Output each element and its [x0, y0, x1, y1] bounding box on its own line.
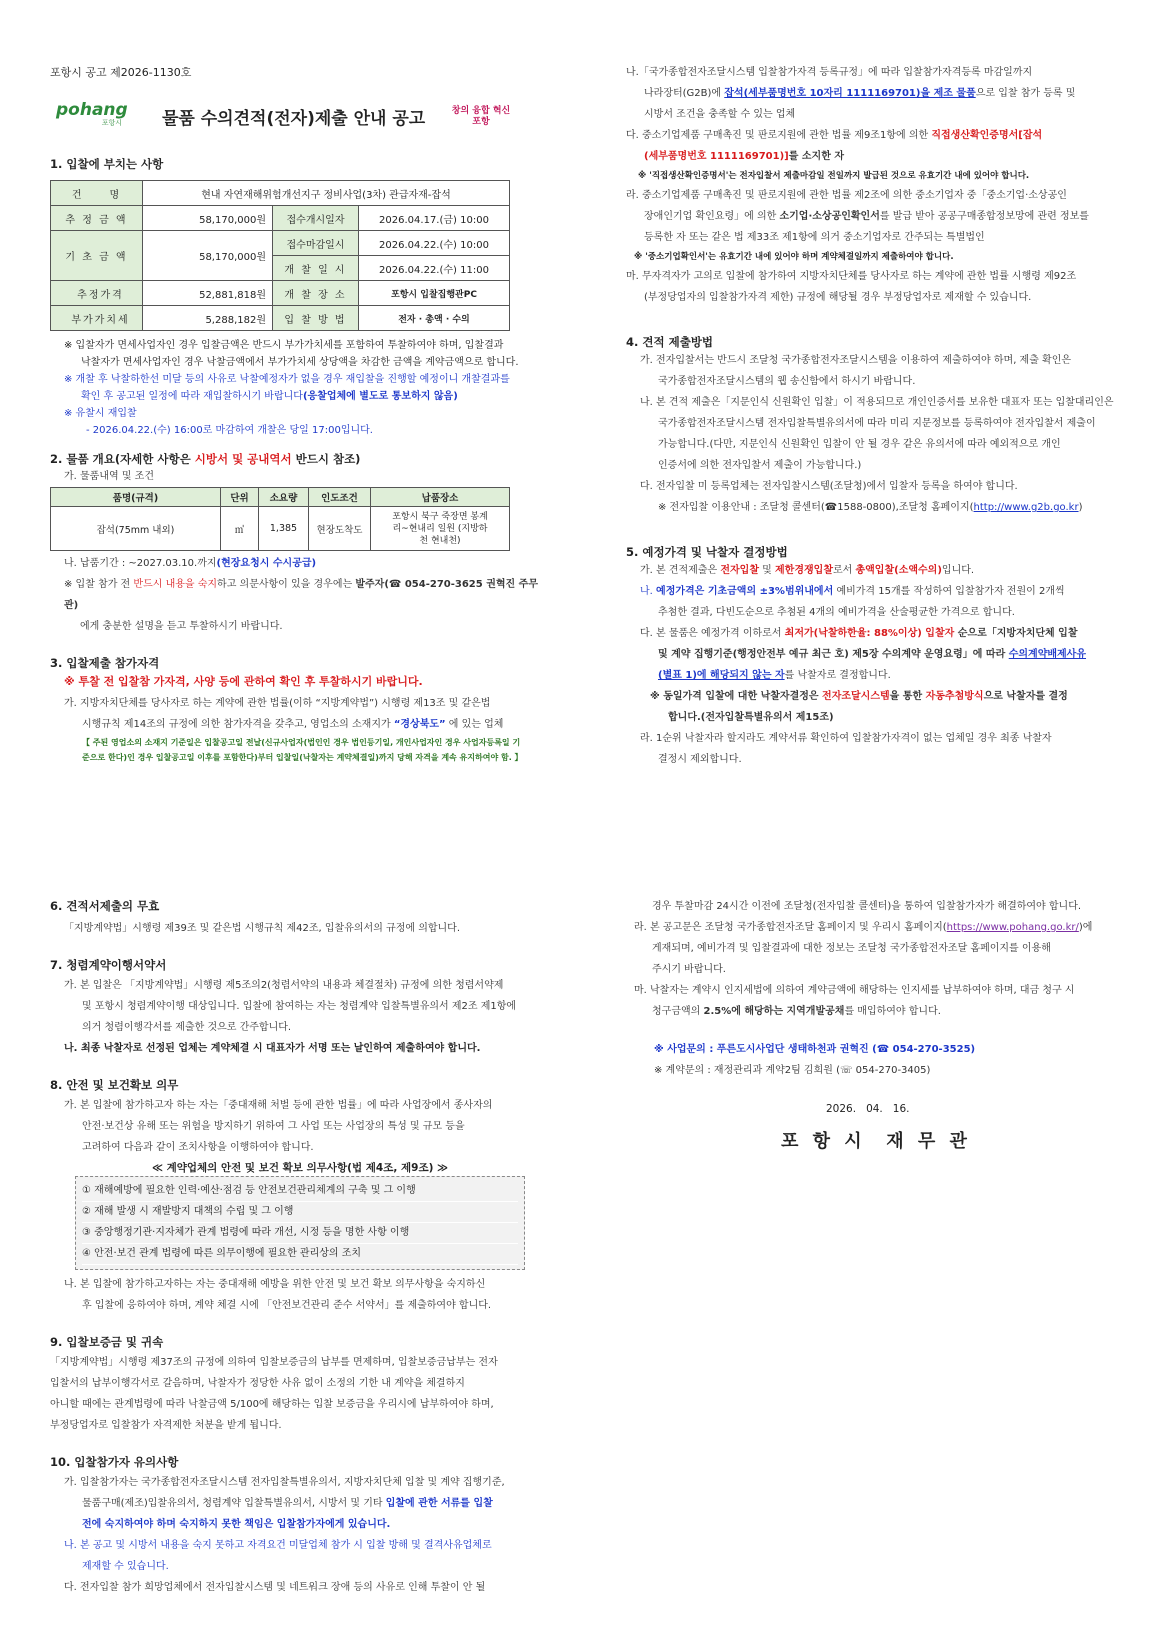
signer: 포 항 시 재 무 관 [781, 1131, 971, 1152]
safety-item-2: ② 재해 발생 시 재발방지 대책의 수립 및 그 이행 [82, 1202, 518, 1223]
direct-production-cert: 직접생산확인증명서[잡석 [931, 130, 1043, 141]
th-place: 납품장소 [371, 488, 510, 507]
section-5-title: 5. 예정가격 및 낙찰자 결정방법 [626, 545, 788, 559]
value-vat: 5,288,182원 [143, 306, 273, 331]
value-est: 58,170,000원 [143, 206, 273, 231]
section-2-sub: 가. 물품내역 및 조건 [64, 471, 154, 482]
td-place: 포항시 북구 죽장면 봉계리~현내리 일원 (지방하천 현내천) [371, 507, 510, 551]
value-est-price: 52,881,818원 [143, 281, 273, 306]
td-name: 잡석(75mm 내외) [51, 507, 221, 551]
qualification-ga-1: 가. 지방자치단체를 당사자로 하는 계약에 관한 법률(이하 “지방계약법”) 시행령 제13조 및 같은법 [64, 698, 491, 709]
label-close: 접수마감일시 [273, 231, 359, 256]
section-3-title: 3. 입찰제출 참가자격 [50, 656, 160, 670]
label-place: 개 찰 장 소 [273, 281, 359, 306]
th-unit: 단위 [221, 488, 259, 507]
note-rebid-1: ※ 개찰 후 낙찰하한선 미달 등의 사유로 낙찰예정자가 없을 경우 재입찰을 진행할 예정이니 개찰결과를 [64, 374, 510, 385]
pohang-homepage-link[interactable]: https://www.pohang.go.kr/ [946, 922, 1079, 933]
section-1-title: 1. 입찰에 부치는 사항 [50, 157, 164, 171]
bid-summary-table [50, 180, 510, 331]
value-base: 58,170,000원 [143, 231, 273, 281]
safety-item-1: ① 재해예방에 필요한 인력·예산·점검 등 안전보건관리체계의 구축 및 그 이행 [82, 1181, 518, 1202]
value-method: 전자 · 총액 · 수의 [359, 306, 510, 331]
label-start: 접수개시일자 [273, 206, 359, 231]
inquiry-note: ※ 입찰 참가 전 반드시 내용을 숙지하고 의문사항이 있을 경우에는 발주자(☎ 054-270-3625 권혁진 주무관) [64, 579, 538, 611]
section-10-title: 10. 입찰참가자 유의사항 [50, 1455, 179, 1469]
city-slogan-logo: 창의 융합 혁신 포항 [451, 106, 511, 127]
value-name: 현내 자연재해위험개선지구 정비사업(3차) 관급자재-잡석 [143, 181, 510, 206]
value-open: 2026.04.22.(수) 11:00 [359, 256, 510, 281]
notice-number: 포항시 공고 제2026-1130호 [50, 66, 192, 79]
qualification-na-1: 나.「국가종합전자조달시스템 입찰참가자격 등록규정」에 따라 입찰참가자격등록 마감일까지 [626, 67, 1033, 78]
label-method: 입 찰 방 법 [273, 306, 359, 331]
safety-item-4: ④ 안전·보건 관계 법령에 따른 의무이행에 필요한 관리상의 조치 [82, 1244, 518, 1265]
contract-contact: ※ 계약문의 : 재정관리과 계약2팀 김희원 (☏ 054-270-3405) [654, 1065, 931, 1076]
qualification-ga-2: 시행규칙 제14조의 규정에 의한 참가자격을 갖추고, 영업소의 소재지가 [82, 719, 394, 730]
qualification-green-note: 【 주된 영업소의 소재지 기준일은 입찰공고일 전날(신규사업자(법인인 경우 법인등기일, 개인사업자인 경우 사업자등록일 기 준으로 한다)인 경우 입찰공고일 이후를 포함한다)부터 입찰일(낙찰자는 계약체결일)까지 당해 자격을 계속 유지하여야 함. 】 [82, 738, 523, 762]
note-rebid-schedule: - 2026.04.22.(수) 16:00로 마감하여 개찰은 당일 17:00입니다. [86, 425, 373, 436]
sme-note: ※ '중소기업확인서'는 유효기간 내에 있어야 하며 계약체결일까지 제출하여야 합니다. [634, 252, 954, 262]
value-place: 포항시 입찰집행관PC [359, 281, 510, 306]
th-qty: 소요량 [259, 488, 309, 507]
section-7-title: 7. 청렴계약이행서약서 [50, 958, 167, 972]
th-cond: 인도조건 [309, 488, 371, 507]
section-3-warning: ※ 투찰 전 입찰참 가자격, 사양 등에 관하여 확인 후 투찰하시기 바랍니다. [64, 675, 423, 688]
page-title: 물품 수의견적(전자)제출 안내 공고 [162, 109, 426, 129]
header-row [50, 100, 550, 140]
safety-obligation-box: ≪ 계약업체의 안전 및 보건 확보 의무사항(법 제4조, 제9조) ≫ ① 재해예방에 필요한 인력·예산·점검 등 안전보건관리체계의 구축 및 그 이행 ② 재해 발생 시 재발방지 대책의 수립 및 그 이행 ③ 중앙행정기관·지자체가 관계 법령에 따라 개선, 시정 등을 명한 사항 이행 ④ 안전·보건 관계 법령에 따른 의무이행에 필요한 관리상의 조치 [75, 1160, 525, 1270]
delivery-note: (현장요청시 수시공급) [216, 558, 317, 569]
value-start: 2026.04.17.(금) 10:00 [359, 206, 510, 231]
note-rebid-3: (응찰업체에 별도로 통보하지 않음) [302, 391, 458, 402]
td-unit: ㎥ [221, 507, 259, 551]
inquiry-note-2: 에게 충분한 설명을 듣고 투찰하시기 바랍니다. [80, 621, 283, 632]
label-open: 개 찰 일 시 [273, 256, 359, 281]
label-est: 추 정 금 액 [51, 206, 143, 231]
delivery-period: 나. 납품기간 : ~2027.03.10.까지 [64, 558, 217, 569]
g2b-link[interactable]: http://www.g2b.go.kr [973, 502, 1079, 513]
label-name: 건 명 [51, 181, 143, 206]
safety-item-3: ③ 중앙행정기관·지자체가 관계 법령에 따라 개선, 시정 등을 명한 사항 이행 [82, 1223, 518, 1244]
section-2-title: 2. 물품 개요(자세한 사항은 시방서 및 공내역서 반드시 참조) [50, 452, 361, 466]
qualification-region: “경상북도” [393, 719, 446, 730]
section-4-title: 4. 견적 제출방법 [626, 335, 714, 349]
pohang-logo: pohang 포항시 [56, 100, 128, 127]
td-qty: 1,385 [259, 507, 309, 551]
note-vat-1: ※ 입찰자가 면세사업자인 경우 입찰금액은 반드시 부가가치세를 포함하여 투찰하여야 하며, 입찰결과 [64, 340, 504, 351]
section-8-title: 8. 안전 및 보건확보 의무 [50, 1078, 179, 1092]
value-close: 2026.04.22.(수) 10:00 [359, 231, 510, 256]
note-rebid-2: 확인 후 공고된 일정에 따라 재입찰하시기 바랍니다 [81, 391, 303, 402]
section-6-title: 6. 견적서제출의 무효 [50, 899, 160, 913]
th-name: 품명(규격) [51, 488, 221, 507]
label-base: 기 초 금 액 [51, 231, 143, 281]
note-vat-2: 낙찰자가 면세사업자인 경우 낙찰금액에서 부가가치세 상당액을 차감한 금액을 계약금액으로 합니다. [81, 357, 519, 368]
section-9-title: 9. 입찰보증금 및 귀속 [50, 1335, 164, 1349]
goods-table [50, 487, 510, 551]
label-est-price: 추정가격 [51, 281, 143, 306]
note-rebid-title: ※ 유찰시 재입찰 [64, 408, 137, 419]
td-cond: 현장도착도 [309, 507, 371, 551]
business-contact: ※ 사업문의 : 푸른도시사업단 생태하천과 권혁진 (☎ 054-270-3525) [654, 1044, 976, 1055]
cert-note: ※ '직접생산확인증명서'는 전자입찰서 제출마감일 전일까지 발급된 것으로 유효기간 내에 있어야 합니다. [638, 171, 1030, 181]
label-vat: 부가가치세 [51, 306, 143, 331]
registration-item: 잡석(세부품명번호 10자리 1111169701)을 제조 물품 [724, 88, 976, 99]
notice-date: 2026. 04. 16. [826, 1103, 910, 1115]
